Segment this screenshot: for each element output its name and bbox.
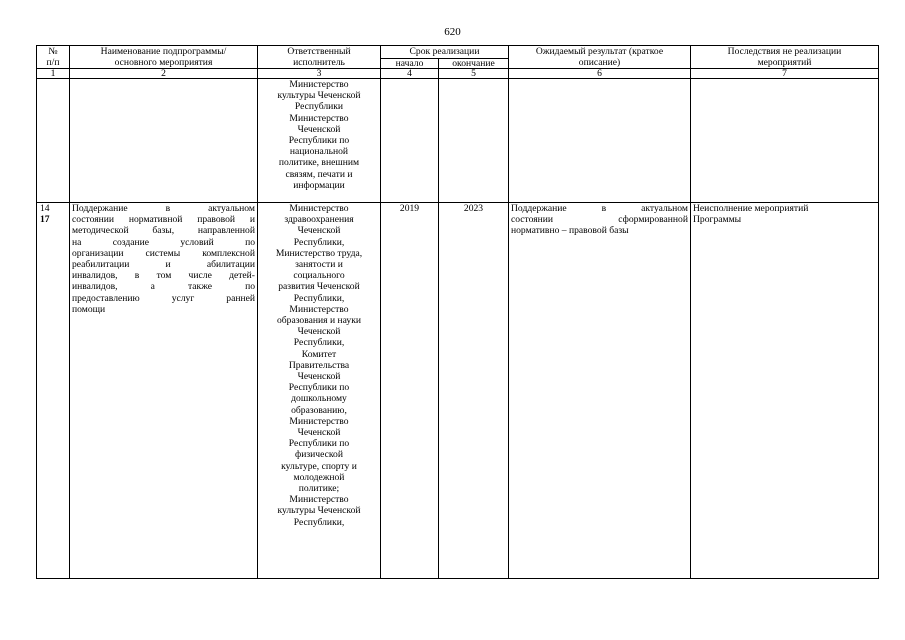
name-line: предоставлению услуг ранней [72,292,255,304]
header-consequences [691,46,879,69]
consequence-line: Программы [693,214,742,226]
row-index [37,203,70,579]
row-name [70,203,258,579]
header-name [70,46,258,69]
executor-line: Комитет [301,348,337,360]
header-index-line2: п/п [46,57,60,68]
name-line: инвалидов, а также по [72,281,255,293]
executor-line: Республики, [293,516,345,528]
header-executor-line2: исполнитель [293,57,345,68]
executor-line: информации [293,179,345,191]
executor-line: Чеченской [297,123,341,135]
executor-line: здравоохранения [284,214,354,226]
executor-line: Республики, [293,236,345,248]
executor-line: занятости и [295,259,343,271]
executor-line: Республики, [293,292,345,304]
executor-line: физической [295,449,343,461]
row-consequences [691,79,879,203]
row-result [509,79,691,203]
executor-line: культуры Чеченской [277,505,361,517]
header-result-line1: Ожидаемый результат (краткое [535,46,664,57]
executor-line: Республики, [293,337,345,349]
column-numbers-row [37,69,879,79]
column-number: 6 [509,69,691,79]
executor-line: политике, внешним [278,157,360,169]
executor-line: образования и науки [276,315,362,327]
row-executor [258,203,381,579]
header-index-line1: № [48,46,58,57]
executor-line: Министерство [289,415,349,427]
row-consequences [691,203,879,579]
header-result-line2: описание) [578,57,621,68]
result-line: нормативно – правовой базы [511,225,629,237]
executor-line: Министерство [289,203,349,214]
executor-line: образованию, [291,404,347,416]
executor-line: Республики по [288,382,350,394]
executor-line: Министерство [289,112,349,124]
column-number: 1 [37,69,70,79]
row-result [509,203,691,579]
name-line: реабилитации и абилитации [72,259,255,271]
consequence-line: Неисполнение мероприятий [693,203,809,214]
program-table [36,45,879,579]
executor-line: Чеченской [297,225,341,237]
executor-line: Министерство труда, [275,247,363,259]
header-executor [258,46,381,69]
header-executor-line1: Ответственный [287,46,351,57]
header-start: начало [381,58,439,68]
executor-line: социального [293,270,345,282]
executor-line: Министерство [289,79,349,90]
header-result [509,46,691,69]
name-line: инвалидов, в том числе детей- [72,270,255,282]
executor-line: развития Чеченской [278,281,360,293]
executor-line: Республики по [288,135,350,147]
column-number: 7 [691,69,879,79]
row-start [381,79,439,203]
header-end: окончание [439,58,509,68]
executor-line: Чеченской [297,326,341,338]
header-index [37,46,70,69]
executor-line: политике; [298,483,340,495]
executor-line: дошкольному [291,393,347,405]
header-row-1 [37,46,879,59]
header-consequences-line1: Последствия не реализации [727,46,842,57]
page-number: 620 [444,26,461,38]
header-name-line1: Наименование подпрограммы/ [100,46,227,57]
name-line: на создание условий по [72,236,255,248]
row-index-line2: 17 [40,214,50,226]
row-name [70,79,258,203]
row-executor [258,79,381,203]
executor-line: Правительства [288,359,350,371]
table-row [37,203,879,579]
column-number: 4 [381,69,439,79]
row-index-line1: 14 [40,203,50,214]
executor-line: национальной [289,146,349,158]
name-line: Поддержание в актуальном [72,203,255,214]
column-number: 3 [258,69,381,79]
executor-line: Чеченской [297,427,341,439]
executor-line: связям, печати и [285,168,353,180]
executor-line: Республики [294,101,344,113]
name-line: методической базы, направленной [72,225,255,237]
name-line: состоянии нормативной правовой и [72,214,255,226]
executor-line: Чеченской [297,371,341,383]
executor-line: Республики по [288,438,350,450]
name-line: помощи [72,303,106,315]
table-row [37,79,879,203]
result-line: Поддержание в актуальном [511,203,688,214]
column-number: 2 [70,69,258,79]
name-line: организации системы комплексной [72,247,255,259]
row-index [37,79,70,203]
header-period: Срок реализации [381,46,509,59]
row-end [439,79,509,203]
row-end: 2023 [439,203,509,579]
result-line: состоянии сформированной [511,214,688,226]
executor-line: культуре, спорту и [281,460,357,472]
header-name-line2: основного мероприятия [114,57,213,68]
executor-line: культуры Чеченской [277,90,361,102]
executor-line: Министерство [289,303,349,315]
executor-line: молодежной [293,471,345,483]
executor-line: Министерство [289,494,349,506]
header-consequences-line2: мероприятий [757,57,812,68]
row-start: 2019 [381,203,439,579]
column-number: 5 [439,69,509,79]
